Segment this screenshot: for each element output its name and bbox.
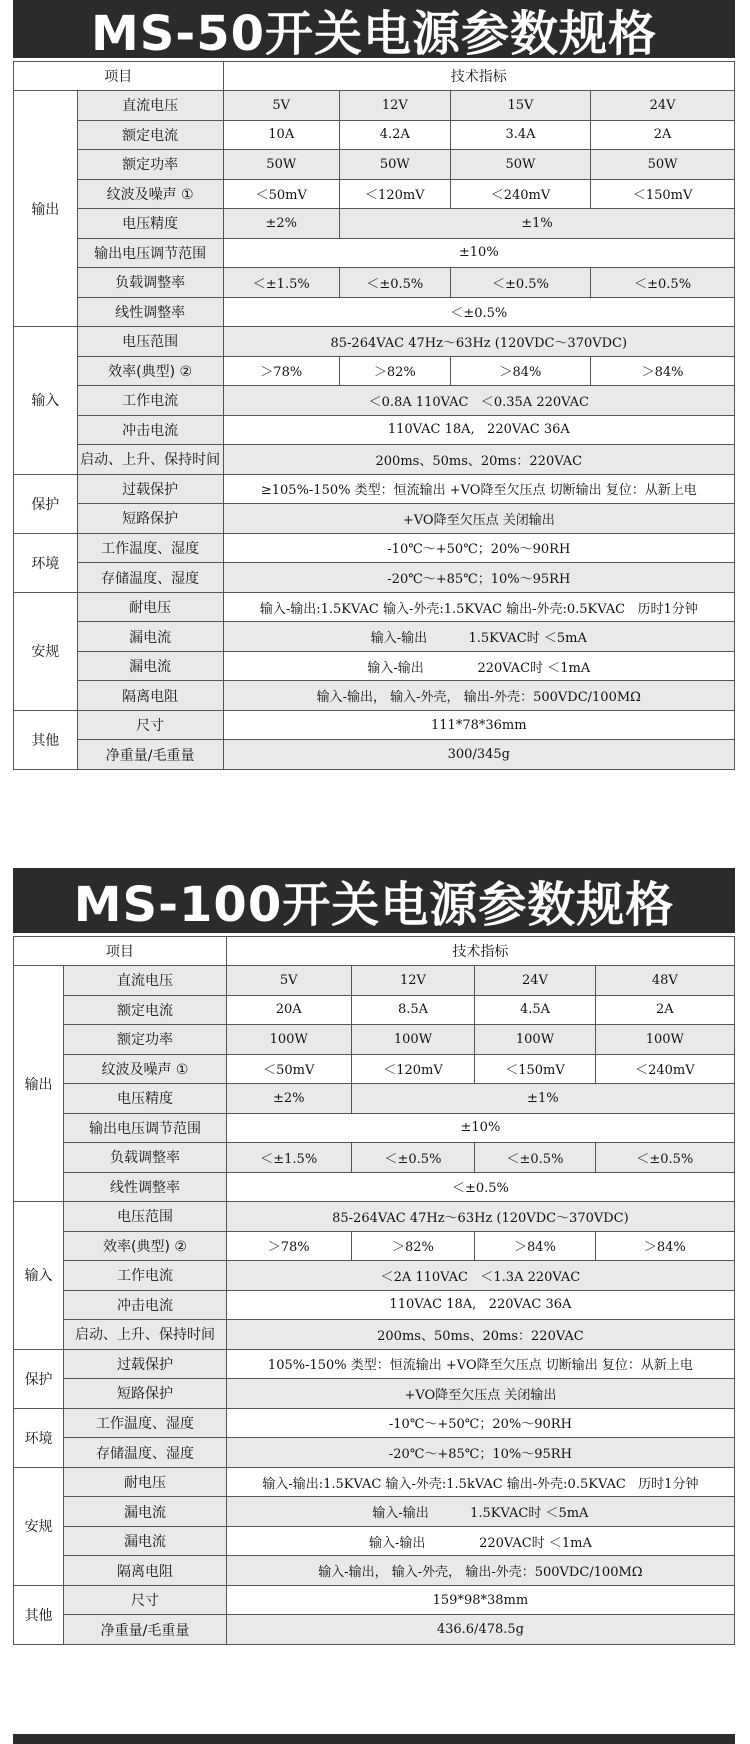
param-label: 效率(典型) ② <box>77 356 223 386</box>
param-value: 3.4A <box>450 120 590 150</box>
param-value: 100W <box>475 1025 595 1055</box>
param-value: ＜±0.5% <box>339 268 450 298</box>
table-row <box>14 1379 735 1409</box>
param-value: 300/345g <box>223 740 734 770</box>
param-label: 输出电压调节范围 <box>64 1113 227 1143</box>
param-value: 85-264VAC 47Hz～63Hz (120VDC～370VDC) <box>223 327 734 357</box>
param-value: ±2% <box>226 1084 351 1114</box>
param-value: 输入-输出， 输入-外壳， 输出-外壳：500VDC/100MΩ <box>223 681 734 711</box>
param-value: 100W <box>226 1025 351 1055</box>
param-label: 启动、上升、保持时间 <box>64 1320 227 1350</box>
param-value: ＞78% <box>223 356 339 386</box>
param-value: ＜±0.5% <box>450 268 590 298</box>
param-label: 线性调整率 <box>77 297 223 327</box>
table-row <box>14 1113 735 1143</box>
param-label: 输出电压调节范围 <box>77 238 223 268</box>
group-label: 保护 <box>14 474 78 533</box>
spec-table <box>13 61 735 770</box>
param-label: 直流电压 <box>64 966 227 996</box>
table-row <box>14 563 735 593</box>
param-value: ＜120mV <box>339 179 450 209</box>
table-row <box>14 297 735 327</box>
param-value: ＜240mV <box>595 1054 734 1084</box>
table-row <box>14 1349 735 1379</box>
table-row <box>14 1084 735 1114</box>
param-label: 工作电流 <box>64 1261 227 1291</box>
table-row <box>14 120 735 150</box>
param-value: ＞78% <box>226 1231 351 1261</box>
param-value: ＜±0.5% <box>223 297 734 327</box>
header-spec: 技术指标 <box>226 937 734 966</box>
param-value: 2A <box>595 995 734 1025</box>
param-label: 耐电压 <box>64 1467 227 1497</box>
group-label: 输出 <box>14 966 64 1202</box>
param-value: ＜±1.5% <box>223 268 339 298</box>
table-row <box>14 1526 735 1556</box>
spec-title: MS-50开关电源参数规格 <box>13 0 735 58</box>
param-label: 尺寸 <box>64 1585 227 1615</box>
table-row <box>14 1467 735 1497</box>
param-label: 漏电流 <box>64 1526 227 1556</box>
param-value: ＞84% <box>475 1231 595 1261</box>
param-value: -10℃～+50℃；20%～90RH <box>223 533 734 563</box>
param-value: 输入-输出 1.5KVAC时 ＜5mA <box>223 622 734 652</box>
param-label: 电压范围 <box>77 327 223 357</box>
param-value: ＜150mV <box>591 179 735 209</box>
param-value: 10A <box>223 120 339 150</box>
table-row <box>14 995 735 1025</box>
param-label: 冲击电流 <box>64 1290 227 1320</box>
param-label: 电压精度 <box>77 209 223 239</box>
param-value: 436.6/478.5g <box>226 1615 734 1645</box>
param-value: ＜50mV <box>223 179 339 209</box>
param-value: 85-264VAC 47Hz～63Hz (120VDC～370VDC) <box>226 1202 734 1232</box>
param-value: ＜2A 110VAC ＜1.3A 220VAC <box>226 1261 734 1291</box>
param-value: 110VAC 18A, 220VAC 36A <box>226 1290 734 1320</box>
param-label: 额定功率 <box>77 150 223 180</box>
group-label: 输入 <box>14 1202 64 1350</box>
table-row <box>14 651 735 681</box>
table-row <box>14 681 735 711</box>
param-value: 4.2A <box>339 120 450 150</box>
table-row <box>14 238 735 268</box>
table-row <box>14 1261 735 1291</box>
group-label: 输出 <box>14 91 78 327</box>
param-label: 存储温度、湿度 <box>77 563 223 593</box>
header-item: 项目 <box>14 937 227 966</box>
param-value: ＜±0.5% <box>595 1143 734 1173</box>
group-label: 安规 <box>14 592 78 710</box>
next-section-banner-edge <box>13 1734 735 1744</box>
param-value: 159*98*38mm <box>226 1585 734 1615</box>
table-row <box>14 592 735 622</box>
param-value: ±2% <box>223 209 339 239</box>
table-row <box>14 1556 735 1586</box>
param-value: 100W <box>595 1025 734 1055</box>
param-label: 冲击电流 <box>77 415 223 445</box>
param-label: 净重量/毛重量 <box>64 1615 227 1645</box>
param-label: 启动、上升、保持时间 <box>77 445 223 475</box>
param-label: 工作温度、湿度 <box>77 533 223 563</box>
param-label: 短路保护 <box>77 504 223 534</box>
param-value: 50W <box>591 150 735 180</box>
param-value: 输入-输出:1.5KVAC 输入-外壳:1.5kVAC 输出-外壳:0.5KVAC 历时1分钟 <box>226 1467 734 1497</box>
param-value: ＜0.8A 110VAC ＜0.35A 220VAC <box>223 386 734 416</box>
param-value: ≥105%-150% 类型：恒流输出 +VO降至欠压点 切断输出 复位：从新上电 <box>223 474 734 504</box>
group-label: 保护 <box>14 1349 64 1408</box>
param-label: 纹波及噪声 ① <box>77 179 223 209</box>
table-row <box>14 356 735 386</box>
param-value: ＞84% <box>450 356 590 386</box>
param-label: 线性调整率 <box>64 1172 227 1202</box>
group-label: 环境 <box>14 1408 64 1467</box>
param-value: ＞82% <box>351 1231 475 1261</box>
table-row <box>14 1172 735 1202</box>
param-label: 负载调整率 <box>64 1143 227 1173</box>
param-value: 50W <box>450 150 590 180</box>
spec-title: MS-100开关电源参数规格 <box>13 868 735 933</box>
param-value: 100W <box>351 1025 475 1055</box>
group-label: 其他 <box>14 1585 64 1644</box>
param-label: 额定电流 <box>77 120 223 150</box>
param-label: 漏电流 <box>77 651 223 681</box>
param-value: 50W <box>339 150 450 180</box>
param-value: ＜120mV <box>351 1054 475 1084</box>
param-value: ＞84% <box>595 1231 734 1261</box>
header-item: 项目 <box>14 62 224 91</box>
table-row <box>14 1143 735 1173</box>
param-value: 2A <box>591 120 735 150</box>
param-value: ±10% <box>226 1113 734 1143</box>
param-label: 过载保护 <box>64 1349 227 1379</box>
table-row <box>14 740 735 770</box>
param-value: -20℃～+85℃；10%～95RH <box>226 1438 734 1468</box>
table-row <box>14 1497 735 1527</box>
group-label: 安规 <box>14 1467 64 1585</box>
param-value: ±1% <box>339 209 734 239</box>
param-label: 负载调整率 <box>77 268 223 298</box>
table-row <box>14 1231 735 1261</box>
table-row <box>14 1438 735 1468</box>
table-row <box>14 533 735 563</box>
param-value: ＜±0.5% <box>475 1143 595 1173</box>
param-value: +VO降至欠压点 关闭输出 <box>223 504 734 534</box>
param-value: 110VAC 18A, 220VAC 36A <box>223 415 734 445</box>
table-row <box>14 710 735 740</box>
table-row <box>14 1054 735 1084</box>
param-value: -20℃～+85℃；10%～95RH <box>223 563 734 593</box>
table-row <box>14 966 735 996</box>
param-label: 工作温度、湿度 <box>64 1408 227 1438</box>
param-label: 存储温度、湿度 <box>64 1438 227 1468</box>
param-value: ＞84% <box>591 356 735 386</box>
param-value: 输入-输出:1.5KVAC 输入-外壳:1.5KVAC 输出-外壳:0.5KVAC 历时1分钟 <box>223 592 734 622</box>
param-value: 20A <box>226 995 351 1025</box>
param-value: 24V <box>475 966 595 996</box>
table-row <box>14 1290 735 1320</box>
param-value: ＞82% <box>339 356 450 386</box>
table-row <box>14 268 735 298</box>
table-row <box>14 1025 735 1055</box>
table-row <box>14 91 735 121</box>
table-row <box>14 622 735 652</box>
param-value: 4.5A <box>475 995 595 1025</box>
param-label: 额定功率 <box>64 1025 227 1055</box>
param-value: ＜±0.5% <box>591 268 735 298</box>
param-label: 过载保护 <box>77 474 223 504</box>
param-value: 8.5A <box>351 995 475 1025</box>
group-label: 环境 <box>14 533 78 592</box>
param-value: -10℃～+50℃；20%～90RH <box>226 1408 734 1438</box>
table-row <box>14 1408 735 1438</box>
param-value: 5V <box>223 91 339 121</box>
param-value: ±10% <box>223 238 734 268</box>
param-label: 额定电流 <box>64 995 227 1025</box>
spec-table <box>13 936 735 1645</box>
table-row <box>14 504 735 534</box>
param-label: 净重量/毛重量 <box>77 740 223 770</box>
param-value: 24V <box>591 91 735 121</box>
table-row <box>14 386 735 416</box>
param-value: 105%-150% 类型：恒流输出 +VO降至欠压点 切断输出 复位：从新上电 <box>226 1349 734 1379</box>
param-value: 200ms、50ms、20ms：220VAC <box>226 1320 734 1350</box>
param-value: 12V <box>339 91 450 121</box>
param-label: 隔离电阻 <box>64 1556 227 1586</box>
param-value: 50W <box>223 150 339 180</box>
param-value: ＜50mV <box>226 1054 351 1084</box>
param-value: 输入-输出 1.5KVAC时 ＜5mA <box>226 1497 734 1527</box>
param-label: 纹波及噪声 ① <box>64 1054 227 1084</box>
param-value: 15V <box>450 91 590 121</box>
table-row <box>14 1320 735 1350</box>
param-label: 耐电压 <box>77 592 223 622</box>
param-value: ±1% <box>351 1084 734 1114</box>
param-label: 尺寸 <box>77 710 223 740</box>
table-row <box>14 179 735 209</box>
param-value: 48V <box>595 966 734 996</box>
param-label: 短路保护 <box>64 1379 227 1409</box>
param-value: 输入-输出 220VAC时 ＜1mA <box>223 651 734 681</box>
param-value: 5V <box>226 966 351 996</box>
param-value: ＜±0.5% <box>226 1172 734 1202</box>
param-label: 隔离电阻 <box>77 681 223 711</box>
table-row <box>14 445 735 475</box>
table-row <box>14 150 735 180</box>
param-value: 12V <box>351 966 475 996</box>
param-label: 漏电流 <box>64 1497 227 1527</box>
param-value: ＜240mV <box>450 179 590 209</box>
param-value: ＜150mV <box>475 1054 595 1084</box>
table-row <box>14 1202 735 1232</box>
table-row <box>14 327 735 357</box>
table-row <box>14 415 735 445</box>
param-label: 电压精度 <box>64 1084 227 1114</box>
param-value: ＜±1.5% <box>226 1143 351 1173</box>
param-label: 漏电流 <box>77 622 223 652</box>
table-row <box>14 1615 735 1645</box>
param-value: 输入-输出， 输入-外壳， 输出-外壳：500VDC/100MΩ <box>226 1556 734 1586</box>
table-row <box>14 474 735 504</box>
param-value: 200ms、50ms、20ms：220VAC <box>223 445 734 475</box>
param-label: 直流电压 <box>77 91 223 121</box>
table-row <box>14 209 735 239</box>
param-value: +VO降至欠压点 关闭输出 <box>226 1379 734 1409</box>
param-label: 电压范围 <box>64 1202 227 1232</box>
param-label: 效率(典型) ② <box>64 1231 227 1261</box>
param-value: ＜±0.5% <box>351 1143 475 1173</box>
param-label: 工作电流 <box>77 386 223 416</box>
param-value: 输入-输出 220VAC时 ＜1mA <box>226 1526 734 1556</box>
param-value: 111*78*36mm <box>223 710 734 740</box>
group-label: 其他 <box>14 710 78 769</box>
table-row <box>14 1585 735 1615</box>
header-spec: 技术指标 <box>223 62 734 91</box>
group-label: 输入 <box>14 327 78 475</box>
